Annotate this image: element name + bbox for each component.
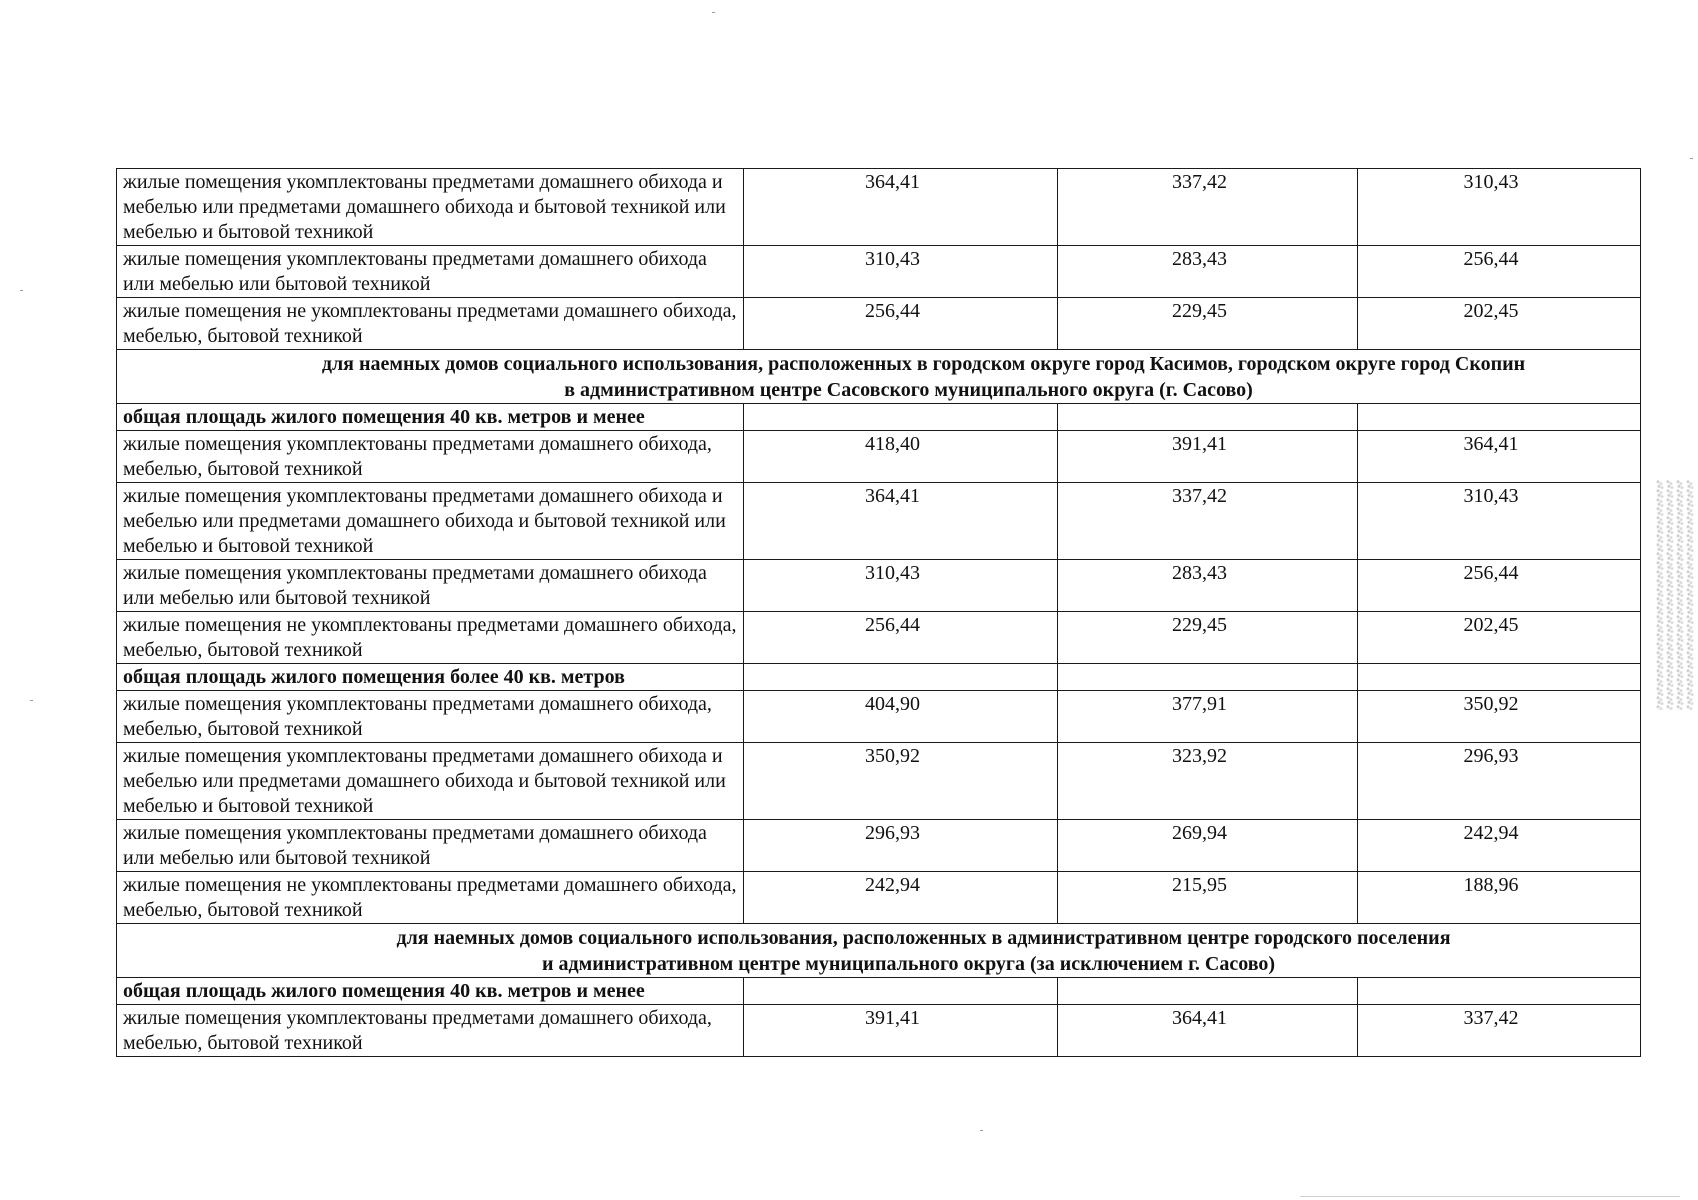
rate-value-col3: 256,44 <box>1358 246 1641 298</box>
rate-value-col1: 364,41 <box>744 483 1058 560</box>
subheading-row <box>117 978 1641 1005</box>
empty-cell <box>1058 664 1358 691</box>
rate-value-col2: 215,95 <box>1058 872 1358 924</box>
rate-value-col1: 310,43 <box>744 560 1058 612</box>
rate-value-col1: 404,90 <box>744 691 1058 743</box>
table-row <box>117 298 1641 350</box>
row-description: жилые помещения укомплектованы предметами домашнего обихода, мебелью, бытовой техникой <box>117 691 744 743</box>
section-title <box>117 350 1641 404</box>
scan-speck <box>30 700 33 701</box>
row-description: жилые помещения укомплектованы предметами домашнего обихода или мебелью или бытовой техникой <box>117 246 744 298</box>
section-title-line-1: для наемных домов социального использования, расположенных в административном центре городского поселения <box>396 927 1451 949</box>
rate-value-col1: 391,41 <box>744 1005 1058 1057</box>
table-row <box>117 246 1641 298</box>
row-description: жилые помещения укомплектованы предметами домашнего обихода и мебелью или предметами домашнего обихода и бытовой техникой или мебелью и бытовой техникой <box>117 483 744 560</box>
table-row <box>117 1005 1641 1057</box>
rate-value-col3: 188,96 <box>1358 872 1641 924</box>
row-description: жилые помещения укомплектованы предметами домашнего обихода и мебелью или предметами домашнего обихода и бытовой техникой или мебелью и бытовой техникой <box>117 169 744 246</box>
rate-value-col3: 296,93 <box>1358 743 1641 820</box>
rate-value-col3: 310,43 <box>1358 483 1641 560</box>
row-description: жилые помещения не укомплектованы предметами домашнего обихода, мебелью, бытовой техникой <box>117 612 744 664</box>
row-description: жилые помещения укомплектованы предметами домашнего обихода, мебелью, бытовой техникой <box>117 431 744 483</box>
rate-value-col3: 364,41 <box>1358 431 1641 483</box>
table-row <box>117 691 1641 743</box>
empty-cell <box>1358 664 1641 691</box>
rate-value-col2: 337,42 <box>1058 169 1358 246</box>
area-subheading: общая площадь жилого помещения 40 кв. метров и менее <box>117 404 744 431</box>
scan-speck <box>980 1130 983 1131</box>
table-row <box>117 483 1641 560</box>
section-header-row <box>117 350 1641 404</box>
rate-value-col2: 391,41 <box>1058 431 1358 483</box>
rate-value-col2: 377,91 <box>1058 691 1358 743</box>
row-description: жилые помещения укомплектованы предметами домашнего обихода или мебелью или бытовой техникой <box>117 820 744 872</box>
rate-value-col2: 283,43 <box>1058 246 1358 298</box>
table-row <box>117 872 1641 924</box>
subheading-row <box>117 404 1641 431</box>
section-title-line-1: для наемных домов социального использования, расположенных в городском округе город Касимов, городском округе город Скопин <box>321 353 1526 375</box>
section-title-line-2: в административном центре Сасовского муниципального округа (г. Сасово) <box>564 379 1253 401</box>
empty-cell <box>1058 978 1358 1005</box>
rate-value-col2: 337,42 <box>1058 483 1358 560</box>
scan-speck <box>1690 158 1693 159</box>
scan-edge-line <box>1300 1196 1680 1197</box>
rate-value-col2: 229,45 <box>1058 298 1358 350</box>
row-description: жилые помещения укомплектованы предметами домашнего обихода и мебелью или предметами домашнего обихода и бытовой техникой или мебелью и бытовой техникой <box>117 743 744 820</box>
table-row <box>117 169 1641 246</box>
empty-cell <box>744 664 1058 691</box>
rate-value-col1: 242,94 <box>744 872 1058 924</box>
empty-cell <box>744 978 1058 1005</box>
area-subheading: общая площадь жилого помещения более 40 кв. метров <box>117 664 744 691</box>
section-header-row <box>117 924 1641 978</box>
rate-value-col2: 323,92 <box>1058 743 1358 820</box>
rate-value-col3: 350,92 <box>1358 691 1641 743</box>
rate-value-col2: 283,43 <box>1058 560 1358 612</box>
empty-cell <box>1358 978 1641 1005</box>
row-description: жилые помещения не укомплектованы предметами домашнего обихода, мебелью, бытовой техникой <box>117 298 744 350</box>
rate-value-col1: 256,44 <box>744 298 1058 350</box>
rate-value-col3: 242,94 <box>1358 820 1641 872</box>
rate-value-col2: 269,94 <box>1058 820 1358 872</box>
table-row <box>117 743 1641 820</box>
table-row <box>117 431 1641 483</box>
section-title <box>117 924 1641 978</box>
rate-value-col1: 310,43 <box>744 246 1058 298</box>
table-row <box>117 820 1641 872</box>
scan-speck <box>20 290 23 291</box>
scan-speck <box>712 12 715 13</box>
rate-value-col3: 256,44 <box>1358 560 1641 612</box>
rate-value-col3: 337,42 <box>1358 1005 1641 1057</box>
empty-cell <box>1058 404 1358 431</box>
rate-value-col1: 296,93 <box>744 820 1058 872</box>
rate-value-col3: 202,45 <box>1358 298 1641 350</box>
rate-value-col1: 256,44 <box>744 612 1058 664</box>
row-description: жилые помещения укомплектованы предметами домашнего обихода или мебелью или бытовой техникой <box>117 560 744 612</box>
rate-value-col2: 364,41 <box>1058 1005 1358 1057</box>
rate-value-col2: 229,45 <box>1058 612 1358 664</box>
rate-value-col1: 418,40 <box>744 431 1058 483</box>
rate-value-col1: 364,41 <box>744 169 1058 246</box>
table-row <box>117 612 1641 664</box>
section-title-line-2: и административном центре муниципального округа (за исключением г. Сасово) <box>541 953 1276 975</box>
rate-value-col3: 202,45 <box>1358 612 1641 664</box>
empty-cell <box>1358 404 1641 431</box>
subheading-row <box>117 664 1641 691</box>
rate-value-col3: 310,43 <box>1358 169 1641 246</box>
area-subheading: общая площадь жилого помещения 40 кв. метров и менее <box>117 978 744 1005</box>
row-description: жилые помещения укомплектованы предметами домашнего обихода, мебелью, бытовой техникой <box>117 1005 744 1057</box>
rate-value-col1: 350,92 <box>744 743 1058 820</box>
table-row <box>117 560 1641 612</box>
row-description: жилые помещения не укомплектованы предметами домашнего обихода, мебелью, бытовой техникой <box>117 872 744 924</box>
scan-noise-margin <box>1655 480 1695 710</box>
empty-cell <box>744 404 1058 431</box>
rent-rate-table <box>116 168 1641 1057</box>
